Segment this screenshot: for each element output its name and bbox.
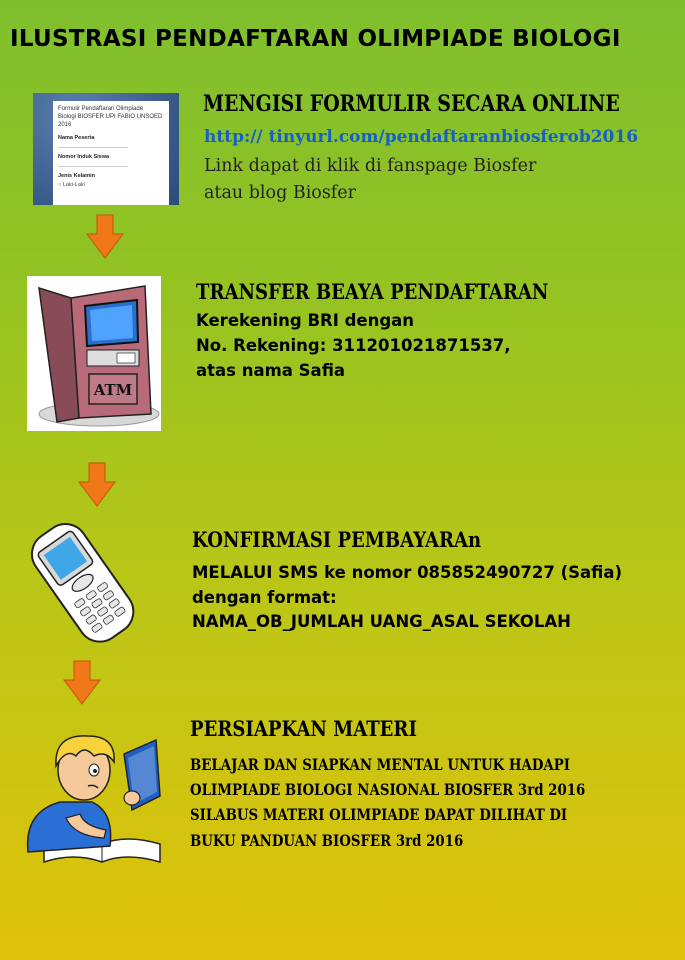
form-field-input [58, 161, 128, 167]
step1-line1: Link dapat di klik di fanspage Biosfer [204, 156, 537, 176]
page-title: ILUSTRASI PENDAFTARAN OLIMPIADE BIOLOGI [10, 26, 621, 52]
step2-line3: atas nama Safia [196, 361, 346, 380]
registration-link[interactable]: http:// tinyurl.com/pendaftaranbiosferob2016 [204, 127, 639, 147]
student-studying-image [14, 726, 174, 871]
step4-line2: OLIMPIADE BIOLOGI NASIONAL BIOSFER 3rd 2016 [190, 780, 586, 799]
step4-line4: BUKU PANDUAN BIOSFER 3rd 2016 [190, 831, 464, 850]
step3-line2: dengan format: [192, 588, 337, 607]
form-screenshot-image [33, 93, 179, 205]
step1-line2: atau blog Biosfer [204, 183, 357, 203]
step1-heading: MENGISI FORMULIR SECARA ONLINE [203, 91, 620, 117]
step4-line1: BELAJAR DAN SIAPKAN MENTAL UNTUK HADAPI [190, 755, 571, 774]
form-field-input [58, 142, 128, 148]
step4-line3: SILABUS MATERI OLIMPIADE DAPAT DILIHAT DI [190, 805, 568, 824]
form-field-label: Nomor Induk Siswa [58, 154, 110, 160]
form-field-label: Jenis Kelamin [58, 173, 95, 179]
step4-heading: PERSIAPKAN MATERI [190, 716, 417, 741]
form-title-line3: 2016 [58, 122, 72, 128]
atm-label: ATM [93, 381, 133, 399]
step2-line1: Kerekening BRI dengan [196, 311, 415, 330]
form-field-label: Nama Peserta [58, 135, 95, 141]
step1-link-line [204, 124, 638, 150]
step2-line2: No. Rekening: 311201021871537, [196, 336, 511, 355]
form-title-line1: Formulir Pendaftaran Olimpiade [58, 106, 144, 112]
form-radio-option: ○ Laki-Laki [58, 182, 85, 188]
form-title-line2: Biologi BIOSFER UPI FABIO UNSOED [58, 114, 163, 120]
down-arrow-icon [85, 214, 125, 260]
step2-heading: TRANSFER BEAYA PENDAFTARAN [196, 279, 549, 304]
cellphone-image [14, 518, 148, 650]
down-arrow-icon [77, 462, 117, 508]
step3-heading: KONFIRMASI PEMBAYARAn [192, 527, 482, 552]
form-radio-label: Laki-Laki [62, 182, 85, 188]
down-arrow-icon [62, 660, 102, 706]
atm-machine-image [27, 276, 161, 431]
step3-line1: MELALUI SMS ke nomor 085852490727 (Safia) [192, 563, 623, 582]
step3-line3: NAMA_OB_JUMLAH UANG_ASAL SEKOLAH [192, 612, 571, 631]
form-card [53, 101, 169, 205]
